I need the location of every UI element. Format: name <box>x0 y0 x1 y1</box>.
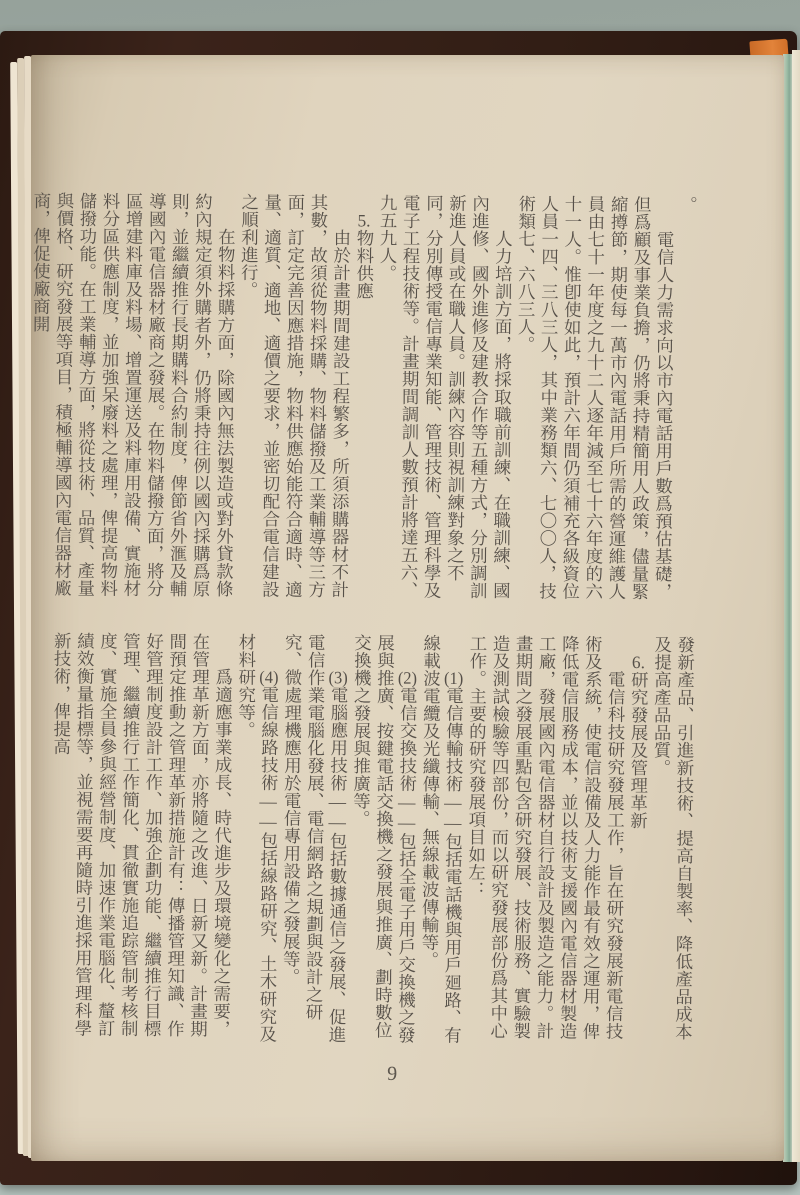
text-column-paragraph <box>373 194 514 616</box>
paragraph-text: 在物料採購方面，除國內無法製造或對外貸款條約內規定須外購者外，仍將秉持往例以國內採購爲原則，並繼續推行長期購料合約制度，俾節省外滙及輔導國內電信器材廠商之發展。在物料儲撥方面，將分區增建料庫及料場、增置運送及料庫用設備、實施材料分區供應制度，並加強呆廢料之處理，俾提高物料儲撥功能。在工業輔導方面，將從技術、品質、產量與價格、研究發展等項目，積極輔導國內電信器材廠商，俾促使廠商開 <box>30 191 236 598</box>
item-number-label: (1) <box>444 669 464 687</box>
text-column-paragraph <box>231 633 280 1054</box>
page-content-area <box>28 53 788 1164</box>
paragraph-text: 電信線路技術——包括線路研究、土木研究及材料研究等。 <box>235 632 279 1043</box>
text-block-upper <box>30 191 699 617</box>
text-column-paragraph <box>416 634 465 1055</box>
paragraph-text: 研究發展及管理革新 <box>627 670 649 830</box>
text-column-paragraph <box>26 192 236 614</box>
text-column-paragraph <box>234 193 352 615</box>
paragraph-text: 人力培訓方面，將採取職前訓練、在職訓練、國內進修、國外進修及建教合作等五種方式，分別調訓新進人員或在職人員。訓練內容則視訓練對象之不同，分別傳授電信專業知能、管理技術、管理科學及電子工程技術等。計畫期間調訓人數預計將達五六、九五九人。 <box>376 193 513 600</box>
text-column-paragraph <box>350 194 376 615</box>
text-column-paragraph <box>278 633 350 1054</box>
text-column-paragraph <box>511 195 675 617</box>
book-page <box>31 55 784 1161</box>
paragraph-text: 爲適應事業成長、時代進步及環境變化之需要，在管理革新方面，亦將隨之改進、日新又新。計畫期間預定推動之管理革新措施計有：傳播管理知識、作好管理制度設計工作、加強企劃功能、繼續推行目標管理、繼續推行工作簡化、貫徹實施追踪管制考核制度、實施全員參與經營制度、加速作業電腦化、釐訂績效衡量指標等，並視需要再隨時引進採用管理科學新技術，俾提高 <box>50 631 233 1038</box>
text-column-paragraph <box>47 632 234 1054</box>
paragraph-text: 物料供應 <box>353 229 375 300</box>
item-number-label: (3) <box>328 668 348 687</box>
text-column-paragraph <box>462 634 626 1056</box>
text-column-paragraph <box>347 634 419 1055</box>
item-number-label: 5. <box>357 211 371 230</box>
paragraph-text: 電信人力需求向以市內電話用戶數爲預估基礎，但爲顧及事業負擔，仍將秉持精簡用人政策，儘量緊縮撙節，期使每一萬市內電話用戶所需的營運維護人員由七十一年度之九十二人逐年減至七十六年度的六十一人。惟卽使如此，預計六年間仍須補充各級資位人員一四、三八三人，其中業務類六、七〇〇人，技術類七、六八三人。 <box>514 194 675 601</box>
paragraph-text: 電信科技研究發展工作，旨在研究發展新電信技術及系統，使電信設備及人力能作最有效之運用，俾降低電信服務成本，並以技術支援國內電信器材製造工廠，發展國內電信器材自行設計及製造之能力。計畫期間之發展重點包含研究發展、技術服務、實驗製造及測試檢驗等四部份，而以研究發展部份爲其中心工作。主要的研究發展項目如左： <box>465 634 626 1040</box>
paragraph-text: 由於計畫期間建設工程繁多，所須添購器材不計其數，故須從物料採購、物料儲撥及工業輔導等三方面，訂定完善因應措施，物料供應始能符合適時、適量、適質、適地、適價之要求，並密切配合電信建設之順利進行。 <box>238 192 351 599</box>
text-block-lower <box>50 631 696 1057</box>
paragraph-text: 。 <box>677 195 698 214</box>
item-number-label: 6. <box>631 653 646 671</box>
paragraph-text: 發新產品、引進新技術、提高自製率、降低產品成本及提高產品品質。 <box>650 635 695 1041</box>
item-number-label: (2) <box>397 668 418 687</box>
next-page-edge <box>792 50 800 1162</box>
item-number-label: (4) <box>259 668 279 686</box>
text-column-paragraph <box>673 196 699 617</box>
paragraph-text: 電腦應用技術——包括數據通信之發展、促進電信作業電腦化發展、電信網路之規劃與設計之研究、微處理機應用於電信專用設備之發展等。 <box>280 633 349 1044</box>
paragraph-text: 電信傳輸技術——包括電話機與用戶廻路、有線載波電纜及光纖傳輸、無線載波傳輸等。 <box>418 634 464 1044</box>
text-column-paragraph <box>647 635 696 1056</box>
page-number: 9 <box>387 1062 398 1085</box>
paragraph-text: 電信交換技術——包括全電子用戶交換機之發展與推廣、按鍵電話交換機之發展與推廣、劃時數位交換機之發展與推廣等。 <box>350 633 418 1044</box>
text-column-paragraph <box>624 635 650 1056</box>
